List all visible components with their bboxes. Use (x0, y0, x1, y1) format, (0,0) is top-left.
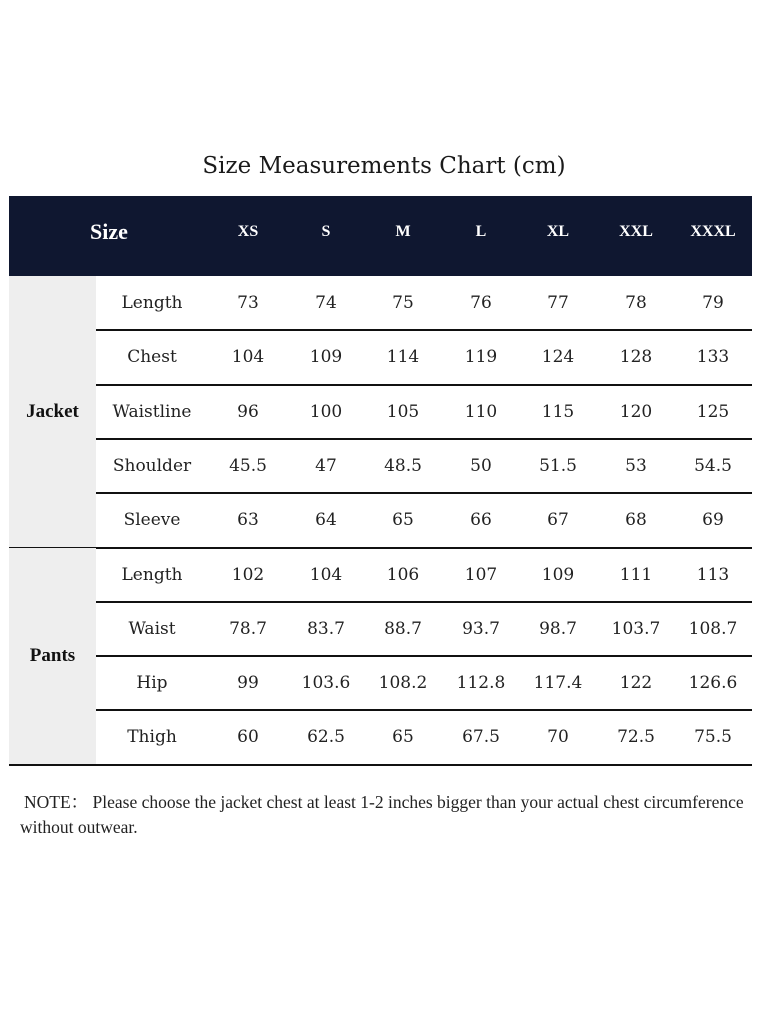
table-cell: 53 (625, 455, 647, 476)
table-cell: 64 (315, 510, 337, 531)
table-cell: 45.5 (229, 455, 267, 476)
table-cell: 60 (237, 727, 259, 748)
row-label-pants-waist: Waist (128, 618, 176, 639)
table-cell: 105 (386, 401, 420, 422)
table-cell: 124 (541, 347, 575, 368)
size-note (20, 790, 750, 840)
table-cell: 88.7 (384, 618, 422, 639)
table-cell: 115 (541, 401, 575, 422)
note-text: Please choose the jacket chest at least 1-2 inches bigger than your actual chest circumference without outwear. (20, 792, 744, 837)
table-cell: 99 (237, 673, 259, 694)
table-cell: 83.7 (307, 618, 345, 639)
size-header-s: S (321, 223, 331, 240)
size-header-label: Size (90, 219, 128, 244)
group-divider (9, 764, 752, 766)
row-label-pants-hip: Hip (136, 673, 168, 694)
table-cell: 125 (696, 401, 730, 422)
table-cell: 112.8 (456, 673, 506, 694)
table-cell: 96 (237, 401, 259, 422)
size-header-xxl: XXL (619, 223, 653, 240)
table-cell: 70 (547, 727, 569, 748)
table-cell: 63 (237, 510, 259, 531)
table-cell: 50 (470, 455, 492, 476)
chart-title: Size Measurements Chart (cm) (202, 153, 566, 179)
table-cell: 111 (619, 564, 653, 585)
row-label-jacket-chest: Chest (127, 347, 177, 368)
table-cell: 73 (237, 293, 259, 313)
group-label-pants: Pants (29, 645, 76, 667)
table-cell: 66 (470, 510, 492, 531)
group-label-jacket: Jacket (26, 400, 79, 422)
table-cell: 108.2 (378, 673, 428, 694)
table-cell: 47 (315, 455, 337, 476)
table-cell: 79 (702, 293, 724, 313)
table-cell: 109 (309, 347, 343, 368)
table-cell: 119 (464, 347, 498, 368)
table-cell: 113 (696, 564, 730, 585)
size-header-l: L (475, 223, 487, 240)
table-cell: 102 (231, 564, 265, 585)
table-cell: 117.4 (533, 673, 583, 694)
table-cell: 133 (696, 347, 730, 368)
table-cell: 65 (392, 510, 414, 531)
table-cell: 110 (464, 401, 498, 422)
table-cell: 74 (315, 293, 337, 313)
table-cell: 78.7 (229, 618, 267, 639)
table-cell: 98.7 (539, 618, 577, 639)
table-cell: 75 (392, 293, 414, 313)
note-label: NOTE： (24, 792, 89, 812)
row-label-pants-length: Length (121, 564, 183, 585)
table-cell: 106 (386, 564, 420, 585)
table-cell: 48.5 (384, 455, 422, 476)
size-header-xxxl: XXXL (690, 223, 736, 240)
size-header-xs: XS (237, 223, 259, 240)
row-label-jacket-waistline: Waistline (112, 401, 192, 422)
table-cell: 109 (541, 564, 575, 585)
table-cell: 54.5 (694, 455, 732, 476)
size-header-xl: XL (546, 223, 570, 240)
table-cell: 128 (619, 347, 653, 368)
row-label-jacket-length: Length (121, 293, 183, 313)
table-cell: 69 (702, 510, 724, 531)
table-cell: 78 (625, 293, 647, 313)
row-label-pants-thigh: Thigh (127, 727, 177, 748)
table-cell: 93.7 (462, 618, 500, 639)
table-cell: 104 (309, 564, 343, 585)
table-cell: 100 (309, 401, 343, 422)
table-cell: 120 (619, 401, 653, 422)
row-label-jacket-shoulder: Shoulder (112, 455, 192, 476)
table-cell: 67 (547, 510, 569, 531)
table-cell: 62.5 (307, 727, 345, 748)
table-cell: 75.5 (694, 727, 732, 748)
table-cell: 126.6 (688, 673, 738, 694)
table-cell: 67.5 (462, 727, 500, 748)
table-cell: 65 (392, 727, 414, 748)
table-cell: 103.7 (611, 618, 661, 639)
table-cell: 104 (231, 347, 265, 368)
table-cell: 107 (464, 564, 498, 585)
table-cell: 72.5 (617, 727, 655, 748)
table-cell: 122 (619, 673, 653, 694)
table-cell: 114 (386, 347, 420, 368)
table-cell: 108.7 (688, 618, 738, 639)
table-cell: 103.6 (301, 673, 351, 694)
row-label-jacket-sleeve: Sleeve (123, 510, 181, 531)
size-header-m: M (395, 223, 411, 240)
table-cell: 76 (470, 293, 492, 313)
table-cell: 77 (547, 293, 569, 313)
table-header (9, 196, 752, 276)
table-cell: 68 (625, 510, 647, 531)
table-cell: 51.5 (539, 455, 577, 476)
